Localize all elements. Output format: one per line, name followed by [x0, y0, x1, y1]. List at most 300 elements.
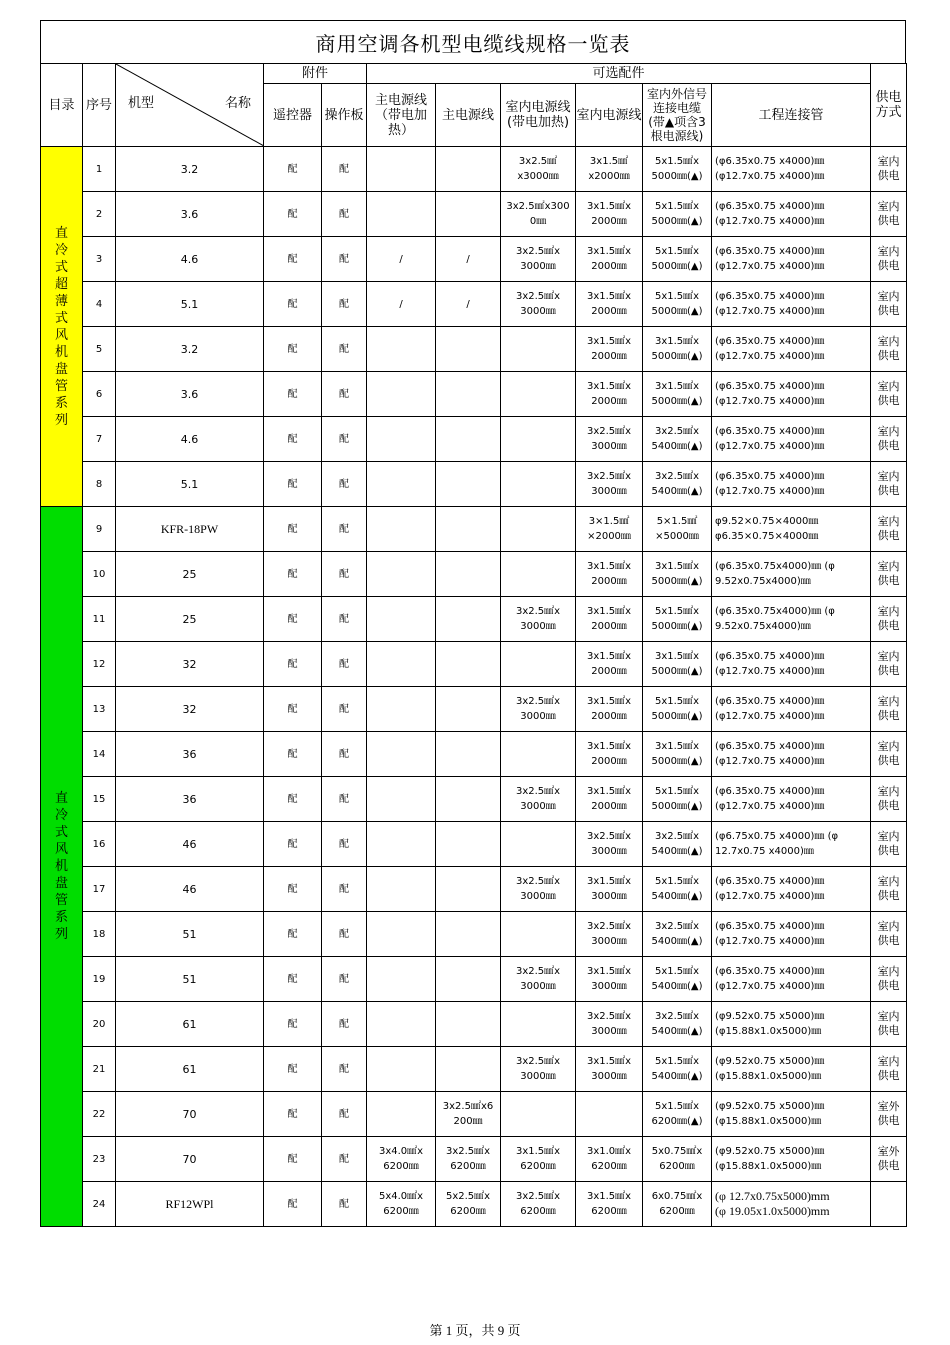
header-accessories: 附件 — [264, 64, 367, 84]
pipe-line: (φ12.7x0.75 x4000)㎜ — [715, 486, 825, 497]
signal-cable-cell: 5x1.5㎟x 5000㎜(▲) — [643, 147, 712, 192]
supply-cell: 室内 供电 — [871, 192, 907, 237]
header-optional: 可选配件 — [367, 64, 871, 84]
row-number-cell: 6 — [83, 372, 116, 417]
pipe-line: (φ6.35x0.75 x4000)㎜ — [715, 696, 825, 707]
row-number-cell: 9 — [83, 507, 116, 552]
signal-cable-cell: 3x2.5㎟x 5400㎜(▲) — [643, 912, 712, 957]
indoor-power-heat-cell: 3x2.5㎟ x3000㎜ — [501, 147, 576, 192]
indoor-power-heat-cell: 3x2.5㎟x 6200㎜ — [501, 1182, 576, 1227]
panel-cell: 配 — [322, 957, 367, 1002]
pipe-line: (φ12.7x0.75 x4000)㎜ — [715, 306, 825, 317]
table-row — [41, 1047, 907, 1092]
main-power-heat-cell — [367, 462, 436, 507]
row-number-cell: 22 — [83, 1092, 116, 1137]
main-power-heat-cell — [367, 642, 436, 687]
remote-cell: 配 — [264, 867, 322, 912]
pipe-line: (φ6.35x0.75 x4000)㎜ — [715, 336, 825, 347]
pipe-cell — [712, 372, 871, 417]
pipe-line: (φ12.7x0.75 x4000)㎜ — [715, 756, 825, 767]
pipe-cell — [712, 1092, 871, 1137]
panel-cell: 配 — [322, 462, 367, 507]
main-power-heat-cell — [367, 507, 436, 552]
indoor-power-cell: 3×1.5㎟ ×2000㎜ — [576, 507, 643, 552]
supply-cell: 室内 供电 — [871, 957, 907, 1002]
model-cell: 70 — [116, 1137, 264, 1182]
main-power-cell — [436, 822, 501, 867]
table-row — [41, 372, 907, 417]
table-row — [41, 957, 907, 1002]
model-cell: 3.2 — [116, 327, 264, 372]
main-power-cell — [436, 867, 501, 912]
indoor-power-heat-cell — [501, 417, 576, 462]
indoor-power-cell: 3x1.5㎟x 2000㎜ — [576, 552, 643, 597]
header-model: 机型 — [128, 96, 155, 111]
main-power-cell: 3x2.5㎟x6 200㎜ — [436, 1092, 501, 1137]
table-row — [41, 597, 907, 642]
table-row — [41, 687, 907, 732]
panel-cell: 配 — [322, 147, 367, 192]
pipe-cell — [712, 732, 871, 777]
table-row — [41, 642, 907, 687]
panel-cell: 配 — [322, 1137, 367, 1182]
signal-cable-cell: 3x1.5㎟x 5000㎜(▲) — [643, 327, 712, 372]
signal-cable-cell: 5x1.5㎟x 6200㎜(▲) — [643, 1092, 712, 1137]
remote-cell: 配 — [264, 507, 322, 552]
model-cell: 46 — [116, 867, 264, 912]
pipe-line: (φ6.35x0.75 x4000)㎜ — [715, 741, 825, 752]
indoor-power-heat-cell — [501, 1002, 576, 1047]
remote-cell: 配 — [264, 1002, 322, 1047]
main-power-cell: 3x2.5㎟x 6200㎜ — [436, 1137, 501, 1182]
indoor-power-heat-cell — [501, 822, 576, 867]
indoor-power-cell: 3x1.5㎟x 2000㎜ — [576, 597, 643, 642]
header-indoor-power-heat: 室内电源线 (带电加热) — [501, 84, 576, 147]
pipe-line: (φ12.7x0.75 x4000)㎜ — [715, 171, 825, 182]
signal-cable-cell: 3x2.5㎟x 5400㎜(▲) — [643, 1002, 712, 1047]
main-power-cell — [436, 732, 501, 777]
main-power-heat-cell — [367, 912, 436, 957]
pipe-line: (φ12.7x0.75 x4000)㎜ — [715, 801, 825, 812]
pipe-line: (φ12.7x0.75 x4000)㎜ — [715, 711, 825, 722]
category-cell — [41, 507, 83, 1227]
panel-cell: 配 — [322, 417, 367, 462]
pipe-line: (φ12.7x0.75 x4000)㎜ — [715, 216, 825, 227]
supply-cell: 室内 供电 — [871, 552, 907, 597]
remote-cell: 配 — [264, 147, 322, 192]
main-power-cell — [436, 597, 501, 642]
row-number-cell: 3 — [83, 237, 116, 282]
pipe-cell — [712, 1002, 871, 1047]
remote-cell: 配 — [264, 192, 322, 237]
pipe-cell — [712, 1137, 871, 1182]
pipe-line: (φ15.88x1.0x5000)㎜ — [715, 1116, 822, 1127]
model-cell: 32 — [116, 642, 264, 687]
supply-cell: 室内 供电 — [871, 147, 907, 192]
pipe-line: (φ12.7x0.75 x4000)㎜ — [715, 441, 825, 452]
model-cell: 25 — [116, 597, 264, 642]
pipe-cell — [712, 192, 871, 237]
model-cell: 51 — [116, 957, 264, 1002]
pipe-line: φ6.35×0.75×4000㎜ — [715, 531, 819, 542]
pipe-line: (φ6.35x0.75x4000)㎜ (φ — [715, 561, 835, 572]
header-signal-cable: 室内外信号连接电缆 (带▲项含3根电源线) — [643, 84, 712, 147]
pipe-cell — [712, 507, 871, 552]
remote-cell: 配 — [264, 1047, 322, 1092]
indoor-power-heat-cell: 3x2.5㎟x 3000㎜ — [501, 597, 576, 642]
pipe-line: (φ9.52x0.75 x5000)㎜ — [715, 1146, 825, 1157]
pipe-cell — [712, 597, 871, 642]
indoor-power-heat-cell: 3x2.5㎟x 3000㎜ — [501, 282, 576, 327]
pipe-line: 9.52x0.75x4000)㎜ — [715, 576, 811, 587]
remote-cell: 配 — [264, 282, 322, 327]
panel-cell: 配 — [322, 282, 367, 327]
table-row — [41, 777, 907, 822]
header-seq: 序号 — [83, 64, 116, 147]
pipe-line: (φ6.35x0.75 x4000)㎜ — [715, 291, 825, 302]
header-catalog: 目录 — [41, 64, 83, 147]
pipe-line: (φ6.35x0.75 x4000)㎜ — [715, 651, 825, 662]
indoor-power-heat-cell: 3x2.5㎟x 3000㎜ — [501, 957, 576, 1002]
table-row — [41, 462, 907, 507]
remote-cell: 配 — [264, 327, 322, 372]
supply-cell: 室内 供电 — [871, 282, 907, 327]
signal-cable-cell: 5x1.5㎟x 5000㎜(▲) — [643, 282, 712, 327]
main-power-cell — [436, 687, 501, 732]
main-power-cell: / — [436, 237, 501, 282]
pipe-cell — [712, 642, 871, 687]
main-power-heat-cell — [367, 1002, 436, 1047]
main-power-heat-cell: / — [367, 237, 436, 282]
pipe-cell — [712, 822, 871, 867]
main-power-heat-cell — [367, 597, 436, 642]
indoor-power-cell: 3x2.5㎟x 3000㎜ — [576, 417, 643, 462]
indoor-power-cell: 3x2.5㎟x 3000㎜ — [576, 822, 643, 867]
header-indoor-power: 室内电源线 — [576, 84, 643, 147]
indoor-power-cell: 3x1.5㎟x 2000㎜ — [576, 642, 643, 687]
model-cell: 4.6 — [116, 237, 264, 282]
remote-cell: 配 — [264, 687, 322, 732]
model-cell: 3.6 — [116, 192, 264, 237]
supply-cell: 室内 供电 — [871, 507, 907, 552]
model-cell: 46 — [116, 822, 264, 867]
main-power-cell — [436, 507, 501, 552]
table-row — [41, 147, 907, 192]
signal-cable-cell: 3x1.5㎟x 5000㎜(▲) — [643, 732, 712, 777]
indoor-power-cell: 3x1.5㎟x 3000㎜ — [576, 867, 643, 912]
pipe-line: (φ6.35x0.75x4000)㎜ (φ — [715, 606, 835, 617]
main-power-heat-cell — [367, 1092, 436, 1137]
model-cell: 36 — [116, 777, 264, 822]
header-pipe: 工程连接管 — [712, 84, 871, 147]
supply-cell: 室内 供电 — [871, 372, 907, 417]
pipe-cell — [712, 687, 871, 732]
pipe-cell — [712, 957, 871, 1002]
main-power-heat-cell — [367, 327, 436, 372]
main-power-heat-cell — [367, 867, 436, 912]
remote-cell: 配 — [264, 1182, 322, 1227]
main-power-cell — [436, 192, 501, 237]
pipe-line: (φ12.7x0.75 x4000)㎜ — [715, 351, 825, 362]
remote-cell: 配 — [264, 777, 322, 822]
main-power-cell — [436, 777, 501, 822]
indoor-power-cell: 3x1.5㎟x 6200㎜ — [576, 1182, 643, 1227]
pipe-cell — [712, 237, 871, 282]
supply-cell: 室内 供电 — [871, 327, 907, 372]
category-label: 直冷式风机盘管系列 — [54, 791, 68, 942]
row-number-cell: 11 — [83, 597, 116, 642]
pipe-cell — [712, 327, 871, 372]
supply-cell: 室内 供电 — [871, 822, 907, 867]
pipe-line: (φ15.88x1.0x5000)㎜ — [715, 1071, 822, 1082]
row-number-cell: 12 — [83, 642, 116, 687]
main-power-heat-cell: / — [367, 282, 436, 327]
pipe-line: (φ12.7x0.75 x4000)㎜ — [715, 666, 825, 677]
pipe-cell — [712, 552, 871, 597]
model-cell: 3.2 — [116, 147, 264, 192]
signal-cable-cell: 5x1.5㎟x 5400㎜(▲) — [643, 867, 712, 912]
main-power-cell — [436, 147, 501, 192]
pipe-line: (φ12.7x0.75 x4000)㎜ — [715, 981, 825, 992]
indoor-power-heat-cell: 3x2.5㎟x 3000㎜ — [501, 687, 576, 732]
row-number-cell: 7 — [83, 417, 116, 462]
main-power-heat-cell — [367, 417, 436, 462]
model-cell: 4.6 — [116, 417, 264, 462]
main-power-heat-cell — [367, 732, 436, 777]
pipe-line: (φ12.7x0.75 x4000)㎜ — [715, 261, 825, 272]
row-number-cell: 24 — [83, 1182, 116, 1227]
panel-cell: 配 — [322, 822, 367, 867]
remote-cell: 配 — [264, 912, 322, 957]
indoor-power-heat-cell — [501, 462, 576, 507]
table-row — [41, 417, 907, 462]
pipe-cell — [712, 777, 871, 822]
model-cell: 5.1 — [116, 282, 264, 327]
main-power-cell: / — [436, 282, 501, 327]
remote-cell: 配 — [264, 462, 322, 507]
pipe-cell — [712, 912, 871, 957]
table-row — [41, 192, 907, 237]
signal-cable-cell: 5x1.5㎟x 5400㎜(▲) — [643, 957, 712, 1002]
panel-cell: 配 — [322, 867, 367, 912]
main-power-heat-cell — [367, 1047, 436, 1092]
pipe-line: 9.52x0.75x4000)㎜ — [715, 621, 811, 632]
supply-cell: 室内 供电 — [871, 687, 907, 732]
remote-cell: 配 — [264, 417, 322, 462]
pipe-cell — [712, 282, 871, 327]
main-power-cell — [436, 957, 501, 1002]
indoor-power-heat-cell: 3x2.5㎟x 3000㎜ — [501, 867, 576, 912]
table-row — [41, 327, 907, 372]
header-supply: 供电方式 — [871, 64, 907, 147]
row-number-cell: 2 — [83, 192, 116, 237]
indoor-power-heat-cell: 3x2.5㎟x 3000㎜ — [501, 1047, 576, 1092]
model-cell: 36 — [116, 732, 264, 777]
main-power-cell — [436, 912, 501, 957]
category-label: 直冷式超薄式风机盘管系列 — [54, 225, 68, 428]
indoor-power-heat-cell — [501, 372, 576, 417]
signal-cable-cell: 3x1.5㎟x 5000㎜(▲) — [643, 552, 712, 597]
row-number-cell: 13 — [83, 687, 116, 732]
main-power-cell — [436, 1047, 501, 1092]
pipe-line: (φ12.7x0.75 x4000)㎜ — [715, 396, 825, 407]
indoor-power-heat-cell — [501, 507, 576, 552]
category-cell — [41, 147, 83, 507]
model-cell: 61 — [116, 1002, 264, 1047]
panel-cell: 配 — [322, 552, 367, 597]
pipe-line: (φ15.88x1.0x5000)㎜ — [715, 1161, 822, 1172]
supply-cell: 室内 供电 — [871, 597, 907, 642]
main-power-cell — [436, 552, 501, 597]
main-power-heat-cell — [367, 552, 436, 597]
supply-cell: 室外 供电 — [871, 1137, 907, 1182]
header-remote: 遥控器 — [264, 84, 322, 147]
supply-cell: 室外 供电 — [871, 1092, 907, 1137]
row-number-cell: 18 — [83, 912, 116, 957]
table-row — [41, 867, 907, 912]
pipe-line: (φ6.35x0.75 x4000)㎜ — [715, 471, 825, 482]
indoor-power-cell: 3x2.5㎟x 3000㎜ — [576, 912, 643, 957]
main-power-heat-cell — [367, 147, 436, 192]
signal-cable-cell: 3x2.5㎟x 5400㎜(▲) — [643, 822, 712, 867]
signal-cable-cell: 5x1.5㎟x 5000㎜(▲) — [643, 777, 712, 822]
indoor-power-cell: 3x1.5㎟x 2000㎜ — [576, 687, 643, 732]
pipe-line: (φ6.75x0.75 x4000)㎜ (φ — [715, 831, 839, 842]
row-number-cell: 16 — [83, 822, 116, 867]
table-row — [41, 1092, 907, 1137]
pipe-cell — [712, 867, 871, 912]
main-power-heat-cell: 3x4.0㎟x 6200㎜ — [367, 1137, 436, 1182]
page-title: 商用空调各机型电缆线规格一览表 — [40, 20, 906, 63]
pipe-line: (φ6.35x0.75 x4000)㎜ — [715, 966, 825, 977]
row-number-cell: 8 — [83, 462, 116, 507]
panel-cell: 配 — [322, 732, 367, 777]
row-number-cell: 17 — [83, 867, 116, 912]
indoor-power-cell: 3x1.5㎟x 2000㎜ — [576, 282, 643, 327]
model-cell: 32 — [116, 687, 264, 732]
supply-cell: 室内 供电 — [871, 462, 907, 507]
table-row — [41, 282, 907, 327]
cable-spec-table — [40, 63, 907, 1227]
indoor-power-cell: 3x1.5㎟x 2000㎜ — [576, 327, 643, 372]
indoor-power-heat-cell — [501, 642, 576, 687]
header-panel: 操作板 — [322, 84, 367, 147]
row-number-cell: 5 — [83, 327, 116, 372]
table-row — [41, 1182, 907, 1227]
row-number-cell: 19 — [83, 957, 116, 1002]
main-power-heat-cell — [367, 687, 436, 732]
model-cell: 25 — [116, 552, 264, 597]
pipe-line: (φ6.35x0.75 x4000)㎜ — [715, 246, 825, 257]
signal-cable-cell: 6x0.75㎟x 6200㎜ — [643, 1182, 712, 1227]
row-number-cell: 21 — [83, 1047, 116, 1092]
model-cell: 5.1 — [116, 462, 264, 507]
spreadsheet-page — [40, 20, 906, 1227]
indoor-power-heat-cell: 3x2.5㎟x 3000㎜ — [501, 237, 576, 282]
supply-cell: 室内 供电 — [871, 1002, 907, 1047]
header-model-name — [116, 64, 264, 147]
indoor-power-heat-cell: 3x2.5㎟x300 0㎜ — [501, 192, 576, 237]
indoor-power-heat-cell — [501, 327, 576, 372]
indoor-power-heat-cell — [501, 732, 576, 777]
model-cell: 61 — [116, 1047, 264, 1092]
panel-cell: 配 — [322, 372, 367, 417]
remote-cell: 配 — [264, 372, 322, 417]
pipe-line: (φ9.52x0.75 x5000)㎜ — [715, 1011, 825, 1022]
indoor-power-heat-cell: 3x1.5㎟x 6200㎜ — [501, 1137, 576, 1182]
pipe-line: (φ 19.05x1.0x5000)mm — [715, 1204, 830, 1218]
panel-cell: 配 — [322, 192, 367, 237]
indoor-power-cell: 3x1.5㎟x 2000㎜ — [576, 732, 643, 777]
indoor-power-cell: 3x1.5㎟x 2000㎜ — [576, 777, 643, 822]
indoor-power-cell — [576, 1092, 643, 1137]
main-power-heat-cell — [367, 777, 436, 822]
main-power-cell: 5x2.5㎟x 6200㎜ — [436, 1182, 501, 1227]
table-row — [41, 1002, 907, 1047]
signal-cable-cell: 5x0.75㎟x 6200㎜ — [643, 1137, 712, 1182]
pipe-cell — [712, 462, 871, 507]
indoor-power-cell: 3x1.5㎟x 2000㎜ — [576, 237, 643, 282]
remote-cell: 配 — [264, 1137, 322, 1182]
table-row — [41, 912, 907, 957]
pipe-line: (φ9.52x0.75 x5000)㎜ — [715, 1101, 825, 1112]
table-row — [41, 552, 907, 597]
supply-cell: 室内 供电 — [871, 417, 907, 462]
indoor-power-heat-cell — [501, 552, 576, 597]
row-number-cell: 15 — [83, 777, 116, 822]
pipe-line: (φ6.35x0.75 x4000)㎜ — [715, 786, 825, 797]
pipe-line: (φ6.35x0.75 x4000)㎜ — [715, 426, 825, 437]
pipe-line: (φ6.35x0.75 x4000)㎜ — [715, 876, 825, 887]
model-cell: 70 — [116, 1092, 264, 1137]
row-number-cell: 4 — [83, 282, 116, 327]
panel-cell: 配 — [322, 507, 367, 552]
pipe-cell — [712, 1047, 871, 1092]
supply-cell: 室内 供电 — [871, 912, 907, 957]
row-number-cell: 10 — [83, 552, 116, 597]
supply-cell: 室内 供电 — [871, 867, 907, 912]
indoor-power-cell: 3x1.5㎟x 3000㎜ — [576, 1047, 643, 1092]
signal-cable-cell: 3x2.5㎟x 5400㎜(▲) — [643, 462, 712, 507]
signal-cable-cell: 3x2.5㎟x 5400㎜(▲) — [643, 417, 712, 462]
remote-cell: 配 — [264, 642, 322, 687]
table-row — [41, 822, 907, 867]
remote-cell: 配 — [264, 552, 322, 597]
supply-cell: 室内 供电 — [871, 777, 907, 822]
signal-cable-cell: 5x1.5㎟x 5400㎜(▲) — [643, 1047, 712, 1092]
pipe-line: (φ15.88x1.0x5000)㎜ — [715, 1026, 822, 1037]
main-power-heat-cell — [367, 372, 436, 417]
main-power-cell — [436, 372, 501, 417]
pipe-cell — [712, 1182, 871, 1227]
panel-cell: 配 — [322, 912, 367, 957]
panel-cell: 配 — [322, 1092, 367, 1137]
signal-cable-cell: 5x1.5㎟x 5000㎜(▲) — [643, 687, 712, 732]
pipe-line: 12.7x0.75 x4000)㎜ — [715, 846, 814, 857]
main-power-heat-cell — [367, 192, 436, 237]
table-row — [41, 237, 907, 282]
table-row — [41, 1137, 907, 1182]
pipe-cell — [712, 417, 871, 462]
panel-cell: 配 — [322, 1047, 367, 1092]
signal-cable-cell: 3x1.5㎟x 5000㎜(▲) — [643, 642, 712, 687]
panel-cell: 配 — [322, 642, 367, 687]
pipe-cell — [712, 147, 871, 192]
row-number-cell: 23 — [83, 1137, 116, 1182]
main-power-cell — [436, 1002, 501, 1047]
indoor-power-heat-cell — [501, 1092, 576, 1137]
header-name: 名称 — [224, 96, 251, 111]
